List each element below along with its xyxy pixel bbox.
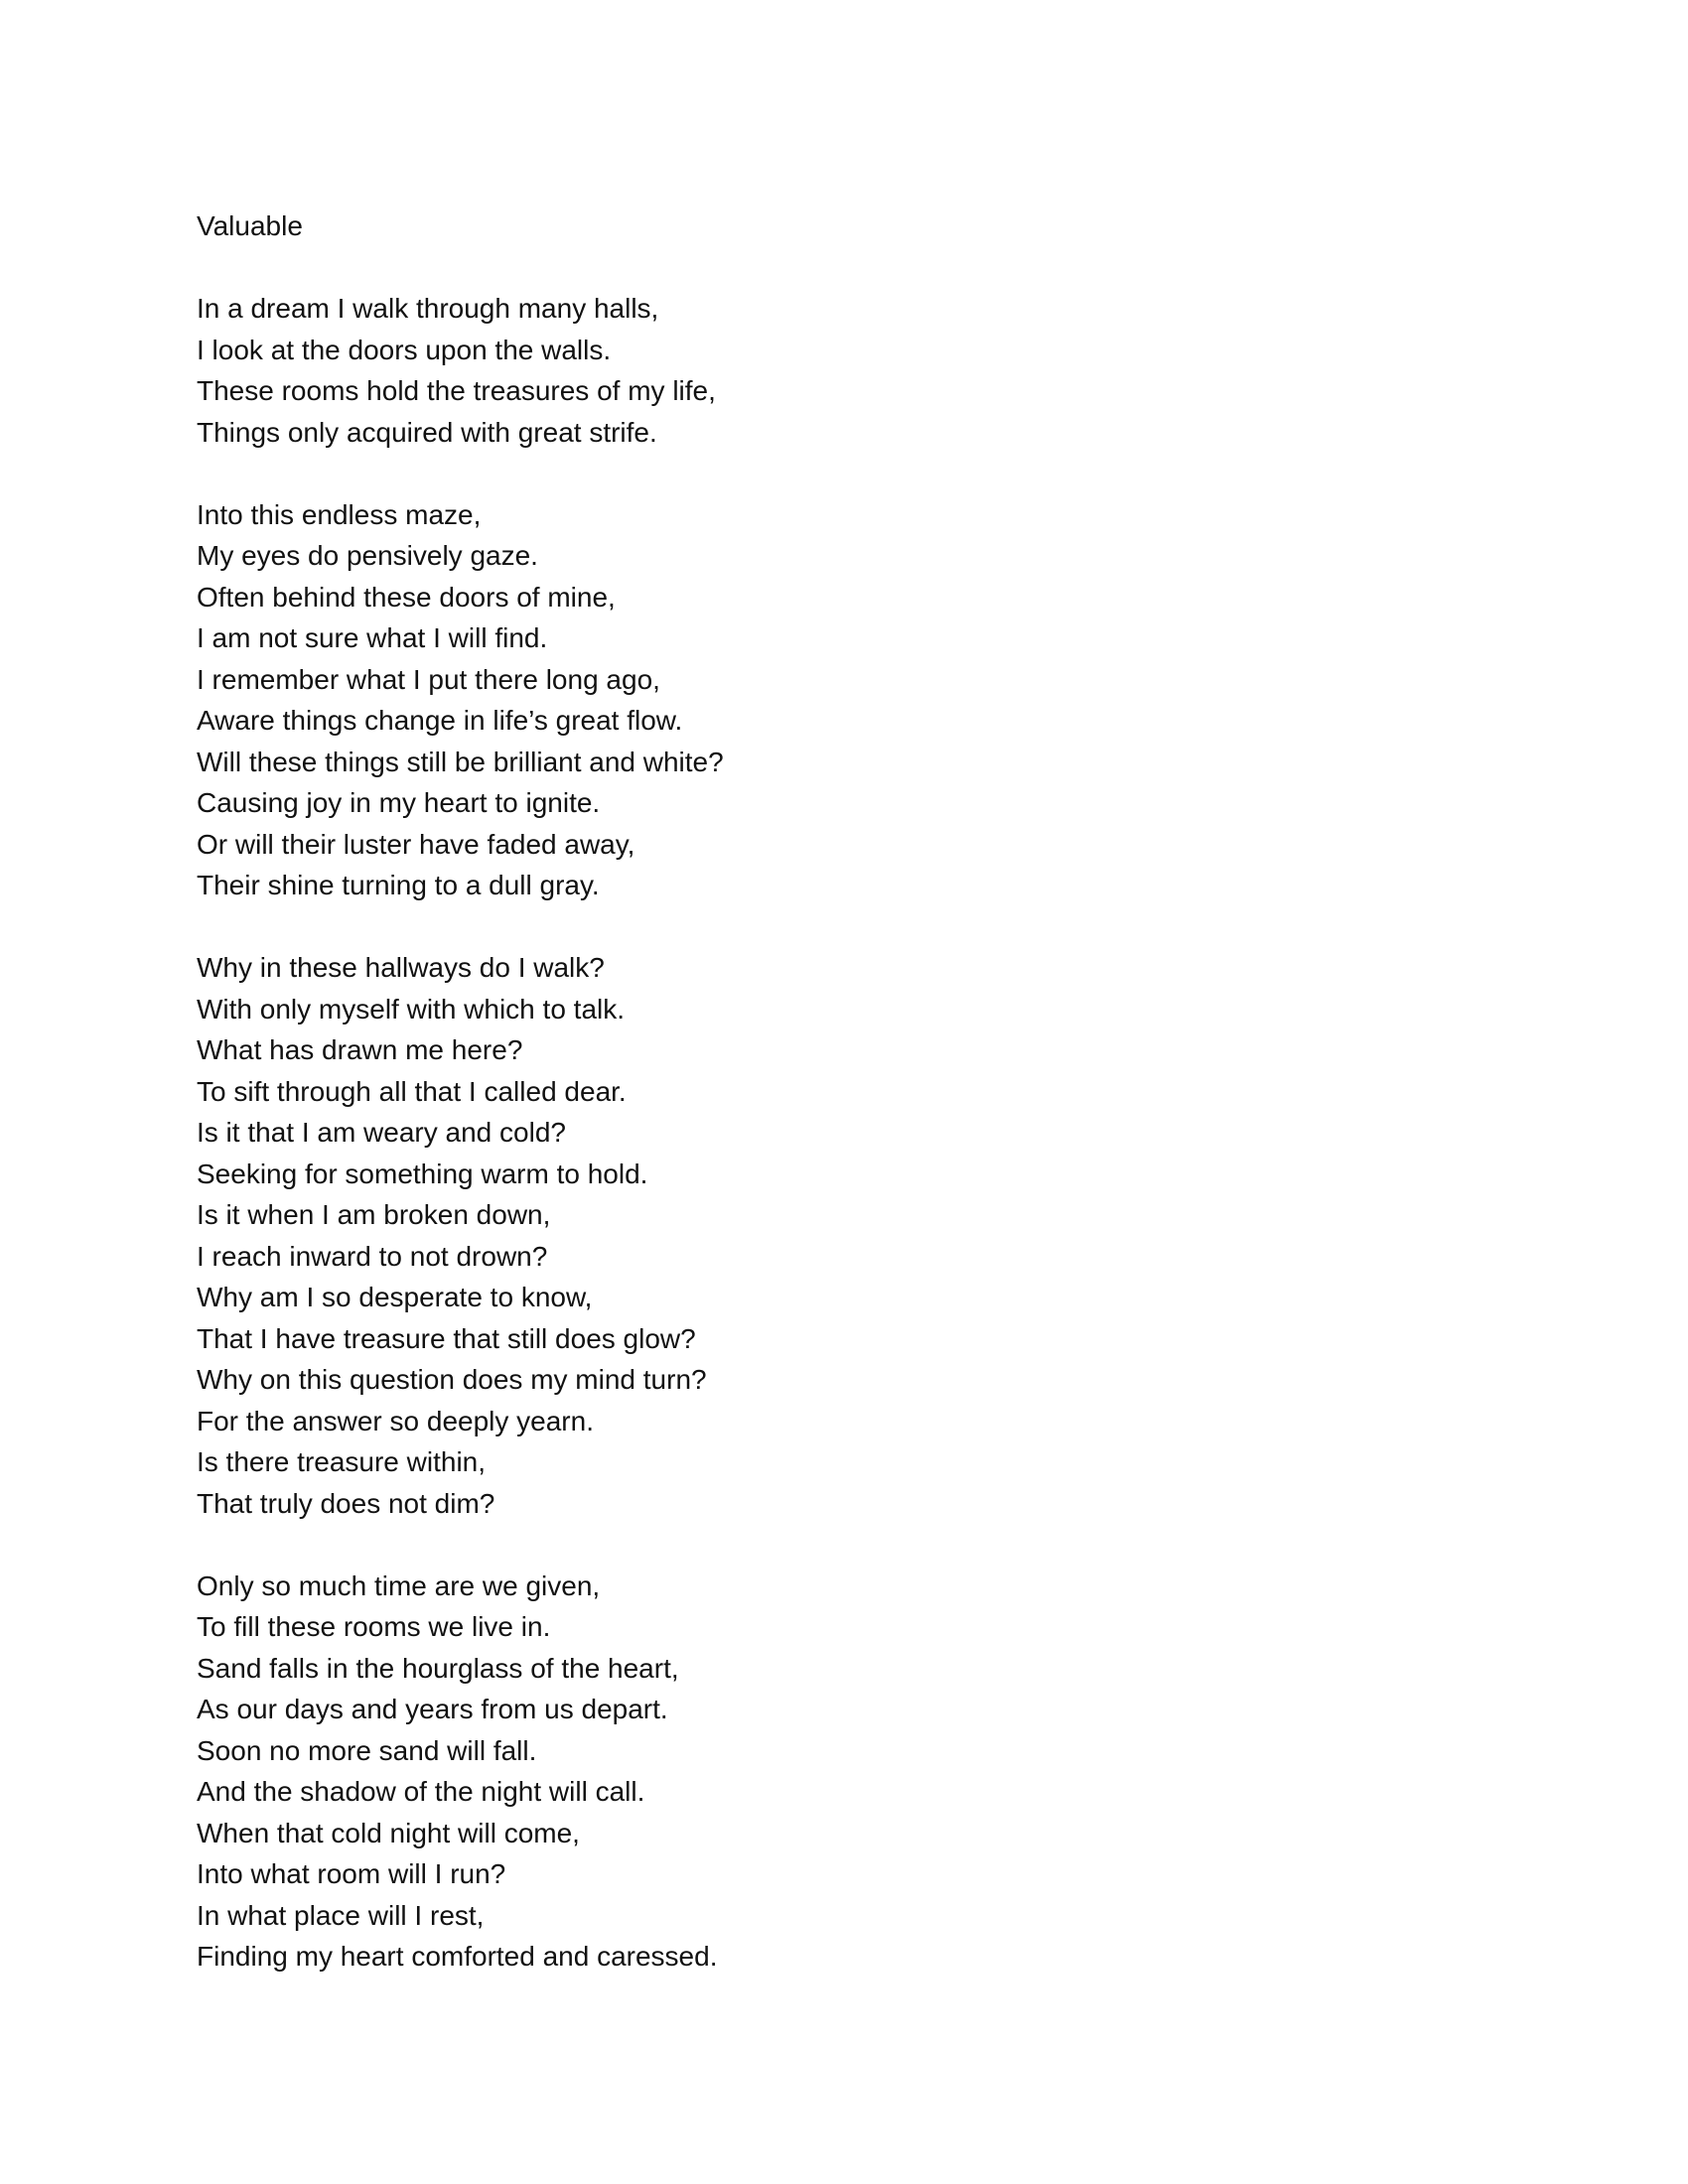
poem-line: My eyes do pensively gaze. [197, 540, 538, 571]
poem-title: Valuable [197, 210, 303, 241]
poem-line: For the answer so deeply yearn. [197, 1405, 594, 1436]
poem-line: Things only acquired with great strife. [197, 416, 657, 448]
poem-line: What has drawn me here? [197, 1034, 523, 1065]
poem-line: That truly does not dim? [197, 1487, 495, 1519]
poem-line: Causing joy in my heart to ignite. [197, 787, 601, 818]
poem-line: And the shadow of the night will call. [197, 1776, 645, 1807]
poem-line: I reach inward to not drown? [197, 1240, 548, 1272]
poem-line: To sift through all that I called dear. [197, 1075, 627, 1107]
poem-line: Aware things change in life’s great flow. [197, 705, 683, 736]
poem [197, 205, 1487, 1978]
poem-line: Soon no more sand will fall. [197, 1734, 537, 1766]
poem-line: These rooms hold the treasures of my life, [197, 375, 716, 406]
poem-line: Sand falls in the hourglass of the heart, [197, 1652, 679, 1684]
poem-line: As our days and years from us depart. [197, 1694, 668, 1724]
poem-line: Will these things still be brilliant and white? [197, 746, 724, 777]
poem-line: Is there treasure within, [197, 1446, 487, 1477]
poem-stanza [197, 1566, 1487, 1978]
poem-line: Only so much time are we given, [197, 1570, 601, 1601]
poem-line: Is it that I am weary and cold? [197, 1117, 566, 1148]
poem-line: Into what room will I run? [197, 1858, 506, 1889]
poem-line: Why on this question does my mind turn? [197, 1364, 707, 1395]
poem-line: Finding my heart comforted and caressed. [197, 1941, 718, 1972]
poem-line: Into this endless maze, [197, 498, 482, 530]
poem-stanza [197, 288, 1487, 453]
poem-line: To fill these rooms we live in. [197, 1611, 551, 1642]
poem-line: That I have treasure that still does glow? [197, 1322, 696, 1354]
poem-line: Why am I so desperate to know, [197, 1282, 593, 1312]
poem-line: Their shine turning to a dull gray. [197, 870, 600, 900]
poem-line: Seeking for something warm to hold. [197, 1158, 648, 1189]
poem-line: Is it when I am broken down, [197, 1199, 551, 1230]
poem-line: In what place will I rest, [197, 1899, 485, 1931]
poem-body [197, 288, 1487, 1978]
poem-line: Or will their luster have faded away, [197, 828, 635, 860]
poem-line: Why in these hallways do I walk? [197, 952, 605, 983]
poem-line: In a dream I walk through many halls, [197, 293, 659, 324]
poem-line: I remember what I put there long ago, [197, 663, 660, 695]
poem-stanza [197, 947, 1487, 1524]
poem-line: I look at the doors upon the walls. [197, 334, 612, 365]
poem-line: With only myself with which to talk. [197, 993, 626, 1024]
poem-line: When that cold night will come, [197, 1817, 580, 1848]
poem-line: Often behind these doors of mine, [197, 581, 616, 613]
poem-stanza [197, 494, 1487, 906]
poem-line: I am not sure what I will find. [197, 622, 548, 653]
